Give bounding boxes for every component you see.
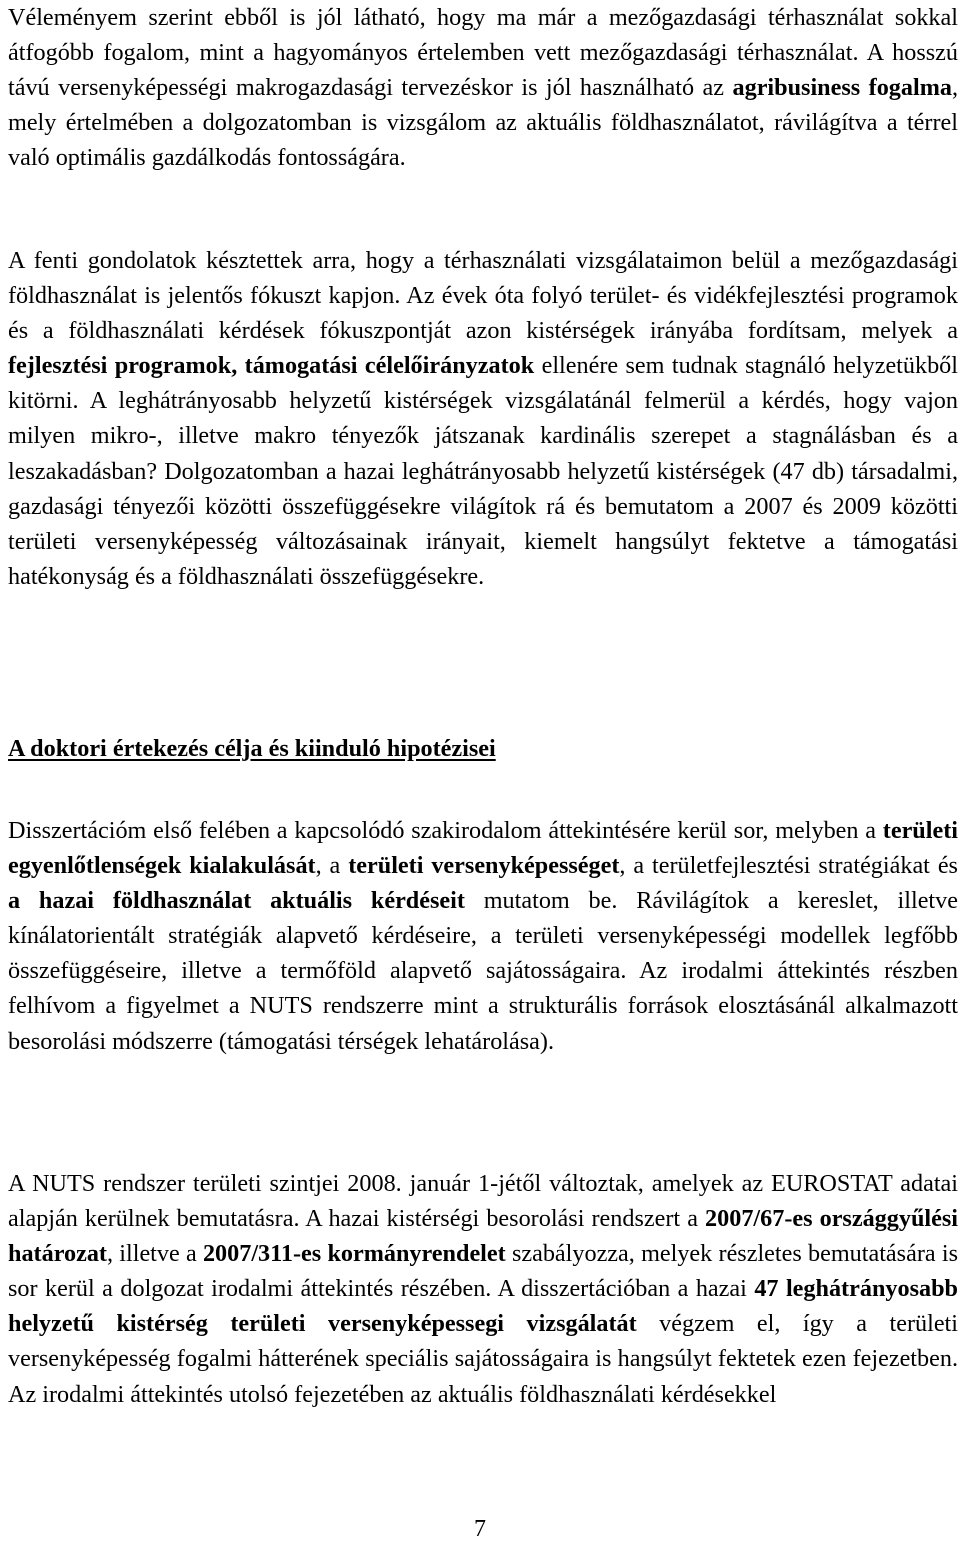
paragraph-3-text-1: Disszertációm első felében a kapcsolódó szakirodalom áttekintésére kerül sor, melyben a bbox=[8, 817, 883, 844]
paragraph-4 bbox=[8, 1166, 958, 1412]
paragraph-1-bold-1: agribusiness fogalma bbox=[732, 74, 952, 102]
paragraph-2 bbox=[8, 243, 958, 594]
paragraph-4-bold-2: 2007/311-es kormányrendelet bbox=[202, 1240, 506, 1268]
paragraph-2-text-1: A fenti gondolatok késztettek arra, hogy a térhasználati vizsgálataimon belül a mezőgazdasági földhasználat is jelentős fókuszt kapjon. Az évek óta folyó terület- és vidékfejlesztési programok és a földhasználati kérdések fókuszpontját azon kistérségek irányába fordítsam, melyek a bbox=[8, 247, 958, 345]
paragraph-1-text-2: , mely értelmében a dolgozatomban is vizsgálom az aktuális földhasználatot, rávilágítva a térrel való optimális gazdálkodás fontosságára. bbox=[8, 74, 958, 172]
paragraph-4-text-4: végzem el, így a területi versenyképesség fogalmi hátterének speciális sajátosságaira is hangsúlyt fektetek ezen fejezetben. Az irodalmi áttekintés utolsó fejezetében az aktuális földhasználati kérdésekkel bbox=[8, 1310, 958, 1408]
paragraph-4-text-3: szabályozza, melyek részletes bemutatására is sor kerül a dolgozat irodalmi áttekintés részében. A disszertációban a hazai bbox=[8, 1240, 958, 1303]
paragraph-3-bold-1: területi egyenlőtlenségek kialakulását bbox=[8, 817, 958, 880]
paragraph-4-bold-1: 2007/67-es országgyűlési határozat bbox=[8, 1205, 958, 1268]
paragraph-4-text-1: A NUTS rendszer területi szintjei 2008. január 1-jétől változtak, amelyek az EUROSTAT adatai alapján kerülnek bemutatásra. A hazai kistérségi besorolási rendszert a bbox=[8, 1170, 958, 1233]
paragraph-1 bbox=[8, 0, 958, 175]
paragraph-3 bbox=[8, 813, 958, 1059]
section-heading: A doktori értekezés célja és kiinduló hipotézisei bbox=[8, 735, 496, 762]
paragraph-3-text-3: , a területfejlesztési stratégiákat és bbox=[619, 852, 958, 880]
paragraph-4-bold-3: 47 leghátrányosabb helyzetű kistérség területi versenyképessegi vizsgálatát bbox=[8, 1275, 958, 1338]
paragraph-4-text-2: , illetve a bbox=[106, 1240, 203, 1268]
paragraph-3-bold-2: területi versenyképességet bbox=[348, 852, 620, 880]
paragraph-3-bold-3: a hazai földhasználat aktuális kérdéseit bbox=[8, 887, 465, 915]
paragraph-1-text-1: Véleményem szerint ebből is jól látható, hogy ma már a mezőgazdasági térhasználat sokkal átfogóbb fogalom, mint a hagyományos értelemben vett mezőgazdasági térhasználat. A hosszú távú versenyképességi makrogazdasági tervezéskor is jól használható az bbox=[8, 4, 958, 102]
paragraph-2-bold-1: fejlesztési programok, támogatási célelőirányzatok bbox=[8, 352, 535, 380]
paragraph-2-text-2: ellenére sem tudnak stagnáló helyzetükből kitörni. A leghátrányosabb helyzetű kistérségek vizsgálatánál felmerül a kérdés, hogy vajon milyen mikro-, illetve makro tényezők játszanak kardinális szerepet a stagnálásban és a leszakadásban? Dolgozatomban a hazai leghátrányosabb helyzetű kistérségek (47 db) társadalmi, gazdasági tényezői közötti összefüggésekre világítok rá és bemutatom a 2007 és 2009 közötti területi versenyképesség változásainak irányait, kiemelt hangsúlyt fektetve a támogatási hatékonyság és a földhasználati összefüggésekre. bbox=[8, 352, 958, 590]
page-number: 7 bbox=[474, 1516, 486, 1542]
paragraph-3-text-2: , a bbox=[315, 852, 349, 880]
paragraph-3-text-4: mutatom be. Rávilágítok a kereslet, illetve kínálatorientált stratégiák alapvető kérdéseire, a területi versenyképességi modellek legfőbb összefüggéseire, illetve a termőföld alapvető sajátosságaira. Az irodalmi áttekintés részben felhívom a figyelmet a NUTS rendszerre mint a strukturális források elosztásánál alkalmazott besorolási módszerre (támogatási térségek lehatárolása). bbox=[8, 887, 958, 1055]
